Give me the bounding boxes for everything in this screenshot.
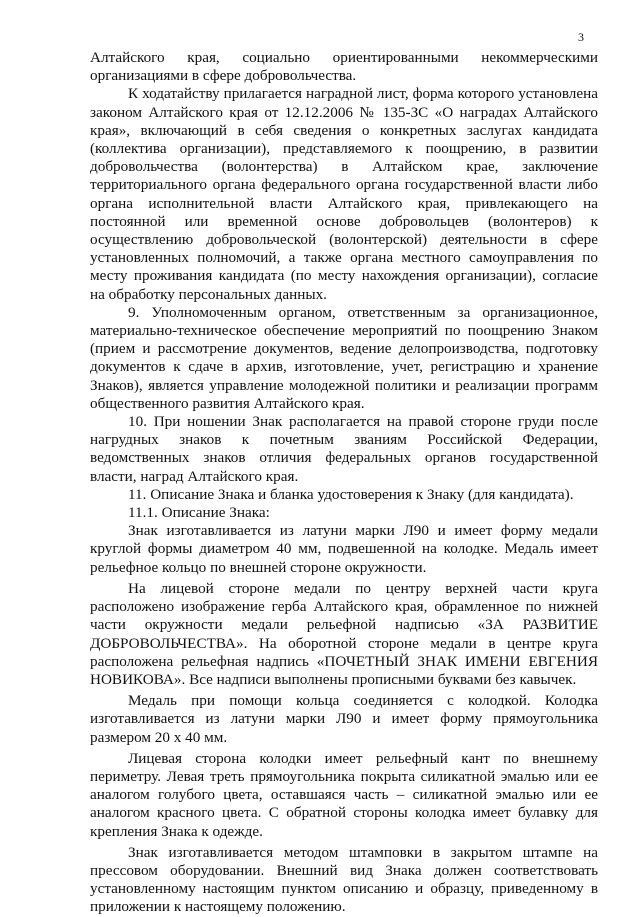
- paragraph-11-heading: 11. Описание Знака и бланка удостоверения к Знаку (для кандидата).: [128, 485, 574, 503]
- paragraph-11-1-heading: 11.1. Описание Знака:: [128, 504, 270, 522]
- paragraph-badge-ring-block: Медаль при помощи кольца соединяется с колодкой. Колодка изготавливается из латуни марки Л90 и имеет форму прямоугольника размером 20 х 40 мм.: [90, 692, 598, 746]
- paragraph-continuation: Алтайского края, социально ориентированными некоммерческими организациями в сфере добровольчества.: [90, 49, 598, 85]
- paragraph-9-authorized-body: 9. Уполномоченным органом, ответственным за организационное, материально-техническое обеспечение мероприятий по поощрению Знаком (прием и рассмотрение документов, ведение делопроизводства, подготовку документов к сдаче в архив, изготовление, учет, регистрацию и хранение Знаков), является управление молодежной политики и реализации программ общественного развития Алтайского края.: [90, 303, 598, 412]
- paragraph-manufacturing: Знак изготавливается методом штамповки в закрытом штампе на прессовом оборудовании. Внешний вид Знака должен соответствовать установленному настоящим пунктом описанию и образцу, приведенному в приложении к настоящему положению.: [90, 843, 598, 916]
- paragraph-block-front: Лицевая сторона колодки имеет рельефный кант по внешнему периметру. Левая треть прямоугольника покрыта силикатной эмалью или ее аналогом голубого цвета, оставшаяся часть – силикатной эмалью или ее аналогом красного цвета. С обратной стороны колодка имеет булавку для крепления Знака к одежде.: [90, 749, 598, 840]
- paragraph-badge-front-side: На лицевой стороне медали по центру верхней части круга расположено изображение герба Алтайского края, обрамленное по нижней части окружности медали рельефной надписью «ЗА РАЗВИТИЕ ДОБРОВОЛЬЧЕСТВА». На оборотной стороне медали в центре круга расположена рельефная надпись «ПОЧЕТНЫЙ ЗНАК ИМЕНИ ЕВГЕНИЯ НОВИКОВА». Все надписи выполнены прописными буквами без кавычек.: [90, 579, 598, 688]
- paragraph-badge-material: Знак изготавливается из латуни марки Л90 и имеет форму медали круглой формы диаметром 40 мм, подвешенной на колодке. Медаль имеет рельефное кольцо по внешней стороне окружности.: [90, 522, 598, 576]
- page-number: 3: [578, 30, 584, 44]
- document-body: [90, 49, 598, 917]
- paragraph-10-wearing: 10. При ношении Знак располагается на правой стороне груди после нагрудных знаков к почетным званиям Российской Федерации, ведомственных знаков отличия федеральных органов государственной власти, наград Алтайского края.: [90, 413, 598, 485]
- paragraph-award-sheet: К ходатайству прилагается наградной лист, форма которого установлена законом Алтайского края от 12.12.2006 № 135-ЗС «О наградах Алтайского края», включающий в себя сведения о конкретных заслугах кандидата (коллектива организации), представляемого к поощрению, в развитии добровольчества (волонтерства) в Алтайском крае, заключение территориального органа федерального органа государственной власти либо органа исполнительной власти Алтайского края, привлекающего на постоянной или временной основе добровольцев (волонтеров) к осуществлению добровольческой (волонтерской) деятельности в сфере установленных полномочий, а также органа местного самоуправления по месту проживания кандидата (по месту нахождения организации), согласие на обработку персональных данных.: [90, 85, 598, 303]
